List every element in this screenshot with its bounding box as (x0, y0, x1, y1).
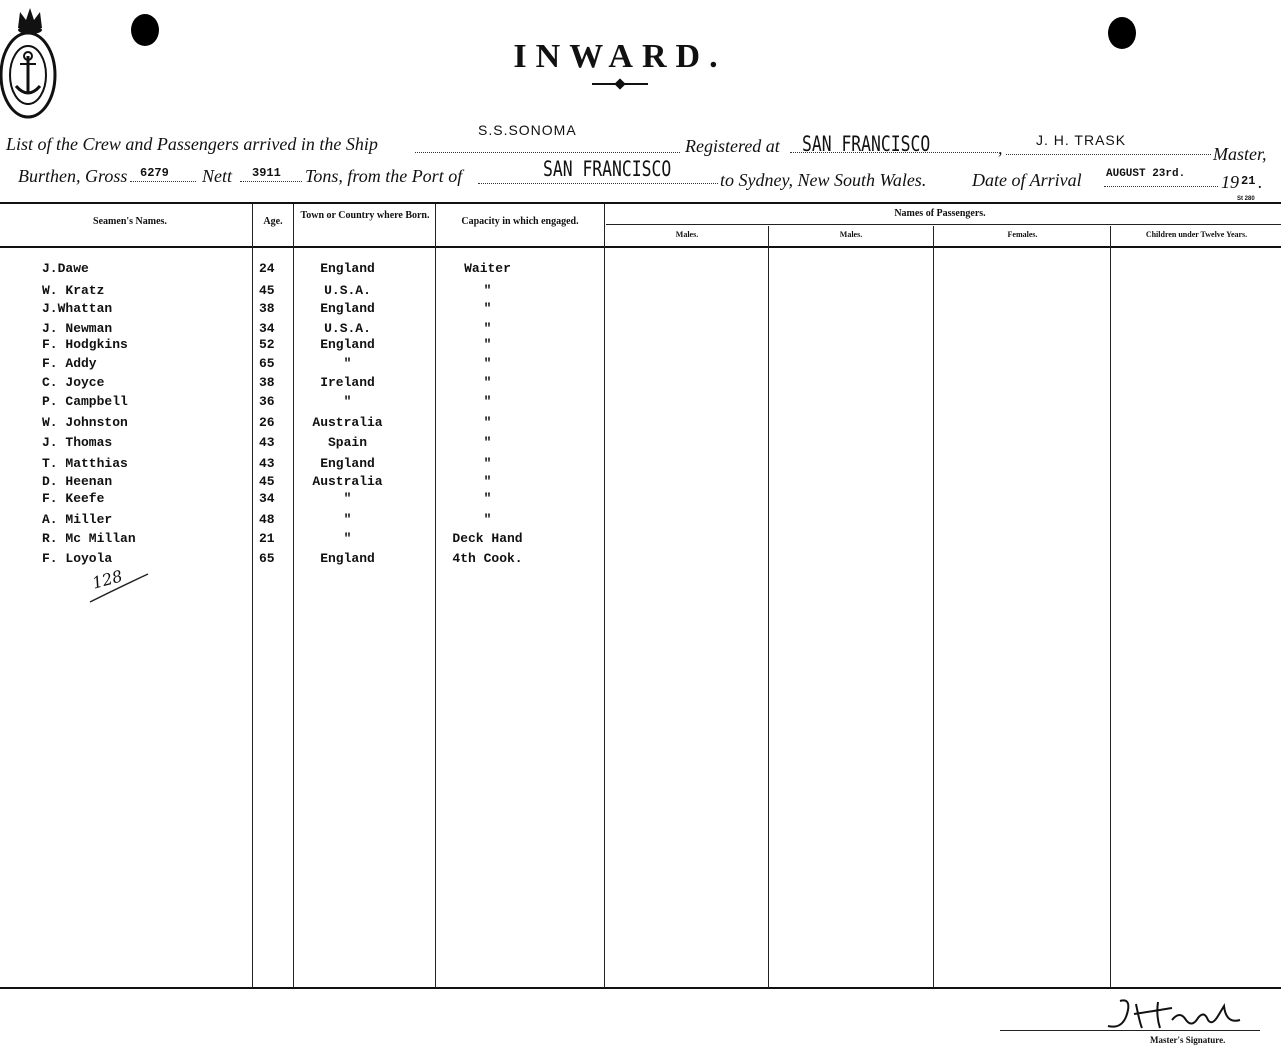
registered-port: SAN FRANCISCO (802, 132, 931, 156)
year-dot: . (1258, 172, 1263, 192)
master-label: Master, (1213, 144, 1267, 164)
crew-age: 45 (259, 474, 275, 489)
table-row (0, 415, 600, 433)
crew-capacity: " (483, 321, 492, 336)
col-divider-capacity (604, 204, 605, 988)
crew-birthplace: England (320, 337, 375, 352)
handwritten-count: 128 (90, 566, 125, 593)
year-prefix: 19 (1221, 172, 1239, 192)
table-bottom-rule (0, 987, 1281, 989)
crew-birthplace: England (320, 456, 375, 471)
crew-birthplace: U.S.A. (324, 321, 371, 336)
punch-hole-left (131, 14, 159, 46)
crew-age: 26 (259, 415, 275, 430)
table-row (0, 283, 600, 301)
crew-age: 48 (259, 512, 275, 527)
crew-capacity: " (483, 283, 492, 298)
header-males-2: Males. (839, 230, 863, 239)
date-field-line (1104, 186, 1218, 187)
table-row (0, 394, 600, 412)
crew-birthplace: " (343, 531, 352, 546)
col-divider-females (1110, 226, 1111, 988)
header-males-1: Males. (675, 230, 699, 239)
punch-hole-right (1108, 17, 1136, 49)
crew-name: J. Thomas (42, 435, 113, 450)
crew-birthplace: " (343, 512, 352, 527)
master-field-line (1006, 154, 1211, 155)
table-top-rule (0, 202, 1281, 204)
table-row (0, 551, 600, 569)
page-title: INWARD. (513, 38, 727, 75)
title-ornament-dot (614, 78, 625, 89)
destination-label: to Sydney, New South Wales. (720, 170, 927, 190)
crew-name: F. Hodgkins (42, 337, 128, 352)
crew-age: 34 (259, 321, 275, 336)
crew-capacity: " (483, 394, 492, 409)
table-row (0, 261, 600, 279)
crew-age: 24 (259, 261, 275, 276)
arrival-date-label: Date of Arrival (972, 170, 1082, 190)
crew-birthplace: Australia (312, 474, 383, 489)
nett-tons: 3911 (252, 166, 281, 180)
crew-birthplace: U.S.A. (324, 283, 371, 298)
crew-age: 36 (259, 394, 275, 409)
arrival-date: AUGUST 23rd. (1106, 168, 1186, 180)
header-passengers: Names of Passengers. (894, 208, 986, 219)
port-field-line (478, 183, 718, 184)
crew-name: C. Joyce (42, 375, 105, 390)
crew-birthplace: " (343, 491, 352, 506)
department-seal-icon (0, 0, 60, 120)
gross-tons: 6279 (140, 166, 169, 180)
crew-birthplace: Ireland (320, 375, 375, 390)
crew-capacity: " (483, 375, 492, 390)
header-children: Children under Twelve Years. (1145, 230, 1248, 239)
crew-capacity: 4th Cook. (452, 551, 523, 566)
crew-name: P. Campbell (42, 394, 128, 409)
table-row (0, 435, 600, 453)
col-divider-males-1 (768, 226, 769, 988)
passenger-subheader-rule (606, 224, 1281, 225)
burthen-label: Burthen, Gross (18, 166, 128, 186)
table-row (0, 356, 600, 374)
table-row (0, 456, 600, 474)
header-bottom-rule (0, 246, 1281, 248)
crew-name: F. Addy (42, 356, 97, 371)
table-row (0, 512, 600, 530)
crew-age: 45 (259, 283, 275, 298)
form-number: St 280 (1237, 196, 1255, 202)
header-females: Females. (1007, 230, 1038, 239)
crew-name: A. Miller (42, 512, 113, 527)
crew-capacity: " (483, 356, 492, 371)
table-row (0, 491, 600, 509)
table-row (0, 474, 600, 492)
crew-age: 34 (259, 491, 275, 506)
crew-birthplace: " (343, 356, 352, 371)
crew-name: J. Newman (42, 321, 113, 336)
port-of-departure: SAN FRANCISCO (543, 157, 672, 181)
table-row (0, 531, 600, 549)
crew-name: W. Kratz (42, 283, 105, 298)
header-seamen-names: Seamen's Names. (93, 216, 167, 227)
crew-capacity: " (483, 435, 492, 450)
crew-capacity: " (483, 474, 492, 489)
crew-capacity: " (483, 456, 492, 471)
master-signature-icon (1100, 996, 1250, 1036)
crew-birthplace: Spain (327, 435, 367, 450)
year-suffix: 21 (1241, 174, 1256, 188)
master-name: J. H. TRASK (1036, 132, 1127, 148)
header-capacity: Capacity in which engaged. (461, 216, 579, 227)
crew-birthplace: England (320, 551, 375, 566)
tons-port-label: Tons, from the Port of (305, 166, 463, 186)
nett-field-line (240, 181, 302, 182)
header-age: Age. (263, 216, 283, 227)
crew-age: 21 (259, 531, 275, 546)
crew-age: 65 (259, 551, 275, 566)
crew-name: D. Heenan (42, 474, 113, 489)
ship-name: S.S.SONOMA (478, 122, 577, 138)
crew-name: W. Johnston (42, 415, 128, 430)
crew-age: 65 (259, 356, 275, 371)
registered-comma: , (998, 138, 1003, 158)
crew-capacity: " (483, 415, 492, 430)
table-row (0, 375, 600, 393)
registered-label: Registered at (685, 136, 780, 156)
crew-name: R. Mc Millan (42, 531, 136, 546)
crew-name: T. Matthias (42, 456, 128, 471)
crew-birthplace: " (343, 394, 352, 409)
table-row (0, 301, 600, 319)
crew-capacity: " (483, 301, 492, 316)
crew-age: 38 (259, 375, 275, 390)
crew-name: J.Dawe (42, 261, 89, 276)
crew-name: F. Keefe (42, 491, 105, 506)
crew-capacity: Waiter (464, 261, 511, 276)
crew-birthplace: England (320, 261, 375, 276)
crew-name: F. Loyola (42, 551, 113, 566)
crew-capacity: " (483, 512, 492, 527)
crew-capacity: Deck Hand (452, 531, 523, 546)
col-divider-males-2 (933, 226, 934, 988)
gross-field-line (130, 181, 196, 182)
crew-name: J.Whattan (42, 301, 113, 316)
nett-label: Nett (202, 166, 232, 186)
ship-field-line (415, 152, 680, 153)
crew-capacity: " (483, 491, 492, 506)
crew-capacity: " (483, 337, 492, 352)
crew-age: 38 (259, 301, 275, 316)
handwritten-stroke-icon (88, 570, 152, 604)
crew-birthplace: England (320, 301, 375, 316)
crew-birthplace: Australia (312, 415, 383, 430)
table-row (0, 337, 600, 355)
crew-list-label: List of the Crew and Passengers arrived in the Ship (6, 134, 378, 154)
crew-age: 43 (259, 456, 275, 471)
signature-label: Master's Signature. (1150, 1035, 1226, 1045)
crew-age: 43 (259, 435, 275, 450)
header-born: Town or Country where Born. (300, 210, 430, 221)
crew-age: 52 (259, 337, 275, 352)
